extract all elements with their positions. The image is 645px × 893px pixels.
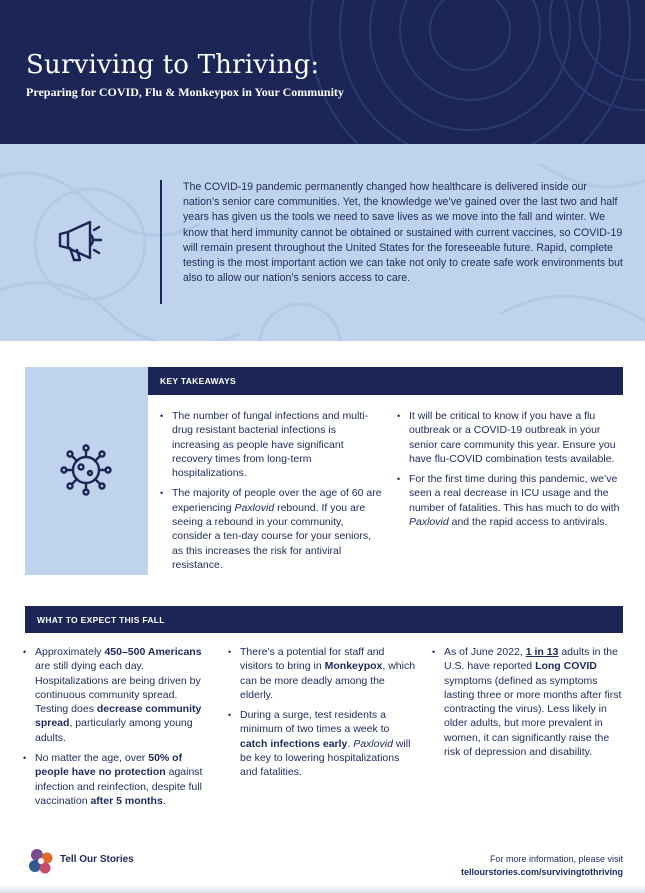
key-takeaways-icon-panel xyxy=(25,367,148,575)
key-takeaways-header xyxy=(148,367,623,395)
virus-icon xyxy=(59,443,113,497)
list-item: • For the first time during this pandemic, we’ve seen a real decrease in ICU usage and the number of fatalities. This has much to do with Paxlovid and the rapid access to antivirals. xyxy=(397,472,622,529)
list-item: • The majority of people over the age of 60 are experiencing Paxlovid rebound. If you are seeing a rebound in your community, consider a ten-day course for your seniors, as this increases the risk for antiviral resistance. xyxy=(160,486,382,572)
megaphone-icon xyxy=(56,218,102,262)
list-item: • The number of fungal infections and multi-drug resistant bacterial infections is increasing as people have significant recovery times from long-term hospitalizations. xyxy=(160,409,382,480)
footer-brand: Tell Our Stories xyxy=(60,854,134,865)
footer-info-text: For more information, please visit xyxy=(489,854,623,864)
what-to-expect-col3 xyxy=(432,645,624,765)
intro-section xyxy=(0,144,645,341)
footer-url-link[interactable]: tellourstories.com/survivingtothriving xyxy=(460,867,623,877)
list-item: • It will be critical to know if you have a flu outbreak or a COVID-19 outbreak in your senior care community this year. Ensure you have flu-COVID combination tests available. xyxy=(397,409,622,466)
what-to-expect-title: WHAT TO EXPECT THIS FALL xyxy=(37,615,165,625)
page-subtitle: Preparing for COVID, Flu & Monkeypox in Your Community xyxy=(26,85,344,99)
key-takeaways-title: KEY TAKEAWAYS xyxy=(160,376,237,386)
list-item: • During a surge, test residents a minimum of two times a week to catch infections early. Paxlovid will be key to lowering hospitalizations and fatalities. xyxy=(228,708,418,779)
key-takeaways-left-list xyxy=(160,409,382,578)
list-item: • As of June 2022, 1 in 13 adults in the U.S. have reported Long COVID symptoms (defined as symptoms lasting three or more months after first contracting the virus). Less likely in older adults, but more prevalent in women, it can significantly raise the risk of depression and disability. xyxy=(432,645,624,759)
footer-info xyxy=(461,853,623,879)
header-banner xyxy=(0,0,645,144)
what-to-expect-col2 xyxy=(228,645,418,786)
list-item: • There’s a potential for staff and visitors to bring in Monkeypox, which can be more deadly among the elderly. xyxy=(228,645,418,702)
footer-shade xyxy=(0,885,645,893)
list-item: • Approximately 450–500 Americans are still dying each day. Hospitalizations are being driven by continuous community spread. Testing does decrease community spread, particularly among young adults. xyxy=(23,645,213,745)
key-takeaways-right-list xyxy=(397,409,622,535)
what-to-expect-col1 xyxy=(23,645,213,814)
what-to-expect-header xyxy=(25,606,623,633)
page-title: Surviving to Thriving: xyxy=(26,50,320,80)
intro-paragraph: The COVID-19 pandemic permanently changed how healthcare is delivered inside our nation’s senior care communities. Yet, the knowledge we’ve gained over the last two and half years has given us the tools we need to save lives as we move into the fall and winter. We know that herd immunity cannot be obtained or sustained with current vaccines, so COVID-19 will remain present throughout the United States for the foreseeable future. Rapid, complete testing is the most important action we can take not only to create safe work environments but also to allow our nation’s seniors access to care. xyxy=(183,181,623,285)
tell-our-stories-logo xyxy=(26,846,56,876)
intro-divider xyxy=(160,180,162,304)
list-item: • No matter the age, over 50% of people have no protection against infection and reinfection, despite full vaccination after 5 months. xyxy=(23,751,213,808)
stat-link: 1 in 13 xyxy=(525,646,559,658)
